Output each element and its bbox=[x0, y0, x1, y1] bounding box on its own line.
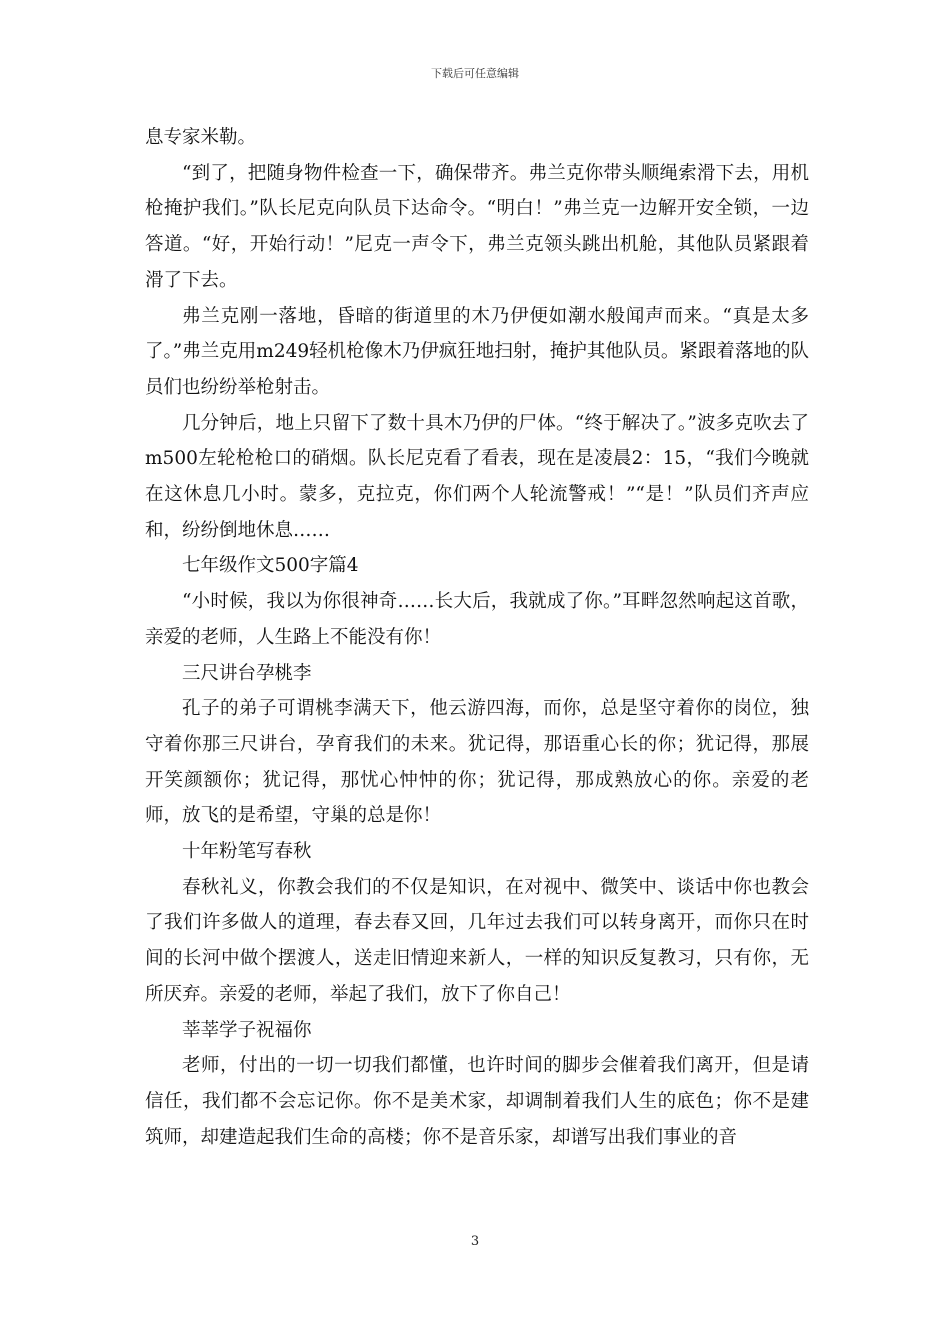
paragraph-continued: 息专家米勒。 bbox=[145, 127, 257, 148]
document-body bbox=[145, 120, 809, 1155]
paragraph: 弗兰克刚一落地，昏暗的街道里的木乃伊便如潮水般闻声而来。“真是太多了。”弗兰克用m249轻机枪像木乃伊疯狂地扫射，掩护其他队员。紧跟着落地的队员们也纷纷举枪射击。 bbox=[145, 305, 809, 398]
page-header: 下载后可任意编辑 bbox=[431, 67, 519, 80]
paragraph: “到了，把随身物件检查一下，确保带齐。弗兰克你带头顺绳索滑下去，用机枪掩护我们。”队长尼克向队员下达命令。“明白！”弗兰克一边解开安全锁，一边答道。“好，开始行动！”尼克一声令下，弗兰克领头跳出机舱，其他队员紧跟着滑了下去。 bbox=[145, 162, 809, 291]
page-number: 3 bbox=[470, 1234, 480, 1249]
paragraph: 几分钟后，地上只留下了数十具木乃伊的尸体。“终于解决了。”波多克吹去了m500左轮枪枪口的硝烟。队长尼克看了看表，现在是凌晨2：15，“我们今晚就在这休息几小时。蒙多，克拉克，你们两个人轮流警戒！”“是！”队员们齐声应和，纷纷倒地休息…… bbox=[145, 412, 809, 541]
paragraph: “小时候，我以为你很神奇……长大后，我就成了你。”耳畔忽然响起这首歌，亲爱的老师，人生路上不能没有你！ bbox=[145, 591, 809, 648]
subsection-heading: 十年粉笔写春秋 bbox=[182, 841, 312, 863]
paragraph: 春秋礼义，你教会我们的不仅是知识，在对视中、微笑中、谈话中你也教会了我们许多做人的道理，春去春又回，几年过去我们可以转身离开，而你只在时间的长河中做个摆渡人，送走旧情迎来新人，一样的知识反复教习，只有你，无所厌弃。亲爱的老师，举起了我们，放下了你自己！ bbox=[145, 876, 809, 1005]
paragraph: 老师，付出的一切一切我们都懂，也许时间的脚步会催着我们离开，但是请信任，我们都不会忘记你。你不是美术家，却调制着我们人生的底色；你不是建筑师，却建造起我们生命的高楼；你不是音乐家，却谱写出我们事业的音 bbox=[145, 1055, 809, 1148]
subsection-heading: 莘莘学子祝福你 bbox=[182, 1019, 312, 1041]
paragraph: 孔子的弟子可谓桃李满天下，他云游四海，而你，总是坚守着你的岗位，独守着你那三尺讲台，孕育我们的未来。犹记得，那语重心长的你；犹记得，那展开笑颜额你；犹记得，那忧心忡忡的你；犹记得，那成熟放心的你。亲爱的老师，放飞的是希望，守巢的总是你！ bbox=[145, 698, 809, 827]
subsection-heading: 三尺讲台孕桃李 bbox=[182, 662, 312, 684]
section-heading: 七年级作文500字篇4 bbox=[182, 555, 359, 577]
